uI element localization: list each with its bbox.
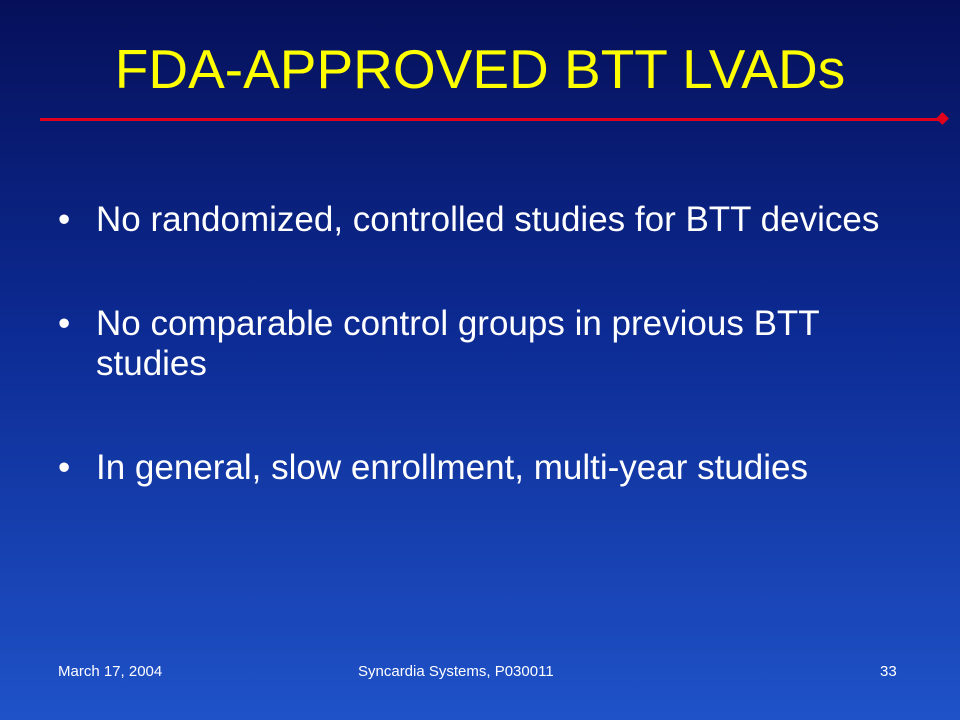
footer-date: March 17, 2004 (58, 663, 163, 680)
bullet-text: No comparable control groups in previous BTT studies (96, 304, 820, 383)
page-number: 33 (880, 663, 897, 680)
bullet-dot-icon: • (58, 448, 71, 487)
underline-diamond-icon (936, 112, 949, 125)
bullet-item (58, 304, 918, 384)
bullet-item (58, 200, 918, 240)
footer-company: Syncardia Systems, P030011 (358, 663, 554, 680)
bullet-dot-icon: • (58, 304, 71, 343)
title-underline (40, 118, 940, 121)
bullet-item (58, 448, 918, 488)
bullet-list (58, 200, 918, 552)
slide-title: FDA-APPROVED BTT LVADs (114, 38, 846, 100)
bullet-dot-icon: • (58, 200, 71, 239)
bullet-text: No randomized, controlled studies for BTT devices (96, 200, 880, 239)
bullet-text: In general, slow enrollment, multi-year studies (96, 448, 808, 487)
